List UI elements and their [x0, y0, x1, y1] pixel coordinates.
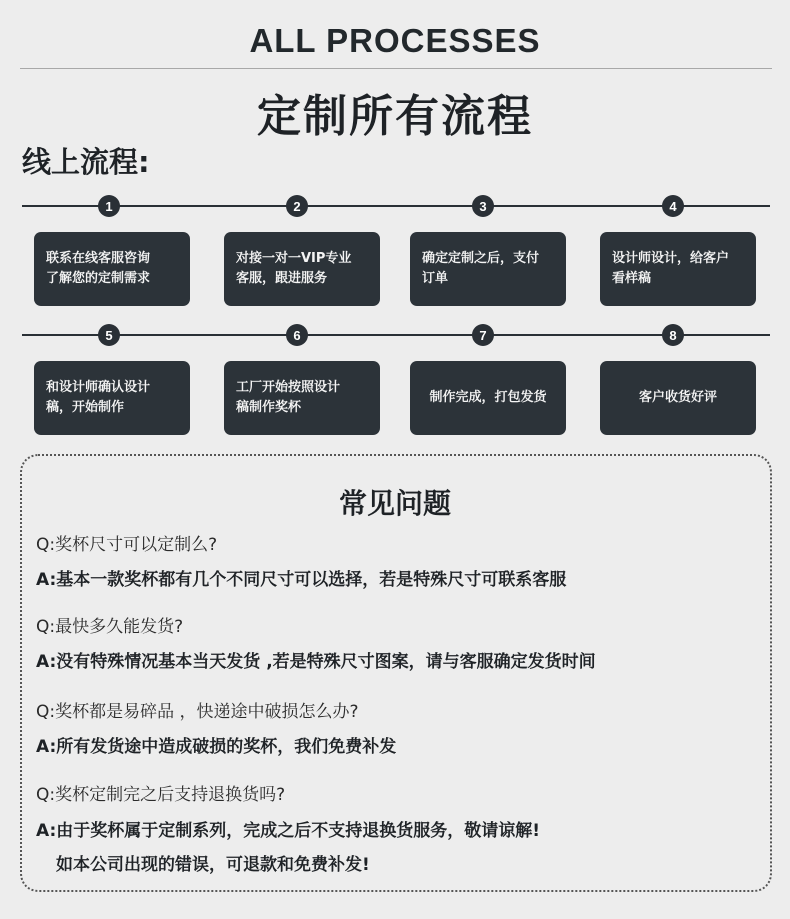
step-text-line: 对接一对一VIP专业	[236, 251, 352, 266]
step-text-line: 了解您的定制需求	[46, 271, 151, 286]
step-text-line: 客服，跟进服务	[236, 271, 328, 286]
faq-answer: A:由于奖杯属于定制系列，完成之后不支持退换货服务，敬请谅解!	[36, 821, 541, 841]
step-text-line: 客户收货好评	[638, 390, 717, 405]
step-number-badge: 7	[472, 324, 494, 346]
step-text-line: 和设计师确认设计	[46, 380, 151, 395]
step-number-badge: 2	[286, 195, 308, 217]
step-text-line: 确定定制之后，支付	[422, 251, 540, 266]
faq-answer: A:没有特殊情况基本当天发货 ,若是特殊尺寸图案，请与客服确定发货时间	[36, 652, 596, 672]
step-card-3	[410, 232, 566, 306]
faq-question: Q:奖杯定制完之后支持退换货吗?	[36, 785, 286, 805]
step-number-badge: 3	[472, 195, 494, 217]
step-number-badge: 1	[98, 195, 120, 217]
step-card-5	[34, 361, 190, 435]
step-text-line: 订单	[422, 271, 449, 286]
title-divider	[20, 68, 772, 69]
english-title: ALL PROCESSES	[249, 22, 541, 59]
faq-answer: A:基本一款奖杯都有几个不同尺寸可以选择，若是特殊尺寸可联系客服	[36, 570, 567, 590]
step-number-badge: 8	[662, 324, 684, 346]
faq-answer: A:所有发货途中造成破损的奖杯，我们免费补发	[36, 737, 397, 757]
step-text-line: 联系在线客服咨询	[46, 251, 151, 266]
step-card-7	[410, 361, 566, 435]
step-card-4	[600, 232, 756, 306]
online-process-heading: 线上流程:	[22, 145, 150, 179]
faq-question: Q:最快多久能发货?	[36, 617, 184, 637]
step-row-line-2	[22, 334, 770, 336]
step-text-line: 稿制作奖杯	[236, 400, 302, 415]
page-title: 定制所有流程	[257, 91, 533, 142]
step-card-8	[600, 361, 756, 435]
step-text-line: 稿，开始制作	[46, 400, 125, 415]
step-card-2	[224, 232, 380, 306]
step-text-line: 工厂开始按照设计	[236, 380, 341, 395]
faq-answer-continued: 如本公司出现的错误，可退款和免费补发!	[56, 855, 370, 875]
faq-heading: 常见问题	[338, 487, 451, 520]
step-row-line-1	[22, 205, 770, 207]
step-number-badge: 6	[286, 324, 308, 346]
step-text-line: 看样稿	[612, 271, 652, 286]
faq-question: Q:奖杯都是易碎品 ，快递途中破损怎么办?	[36, 702, 359, 722]
step-text-line: 设计师设计，给客户	[612, 251, 730, 266]
step-card-1	[34, 232, 190, 306]
step-card-6	[224, 361, 380, 435]
faq-question: Q:奖杯尺寸可以定制么?	[36, 535, 218, 555]
step-text-line: 制作完成，打包发货	[429, 390, 547, 405]
step-number-badge: 5	[98, 324, 120, 346]
step-number-badge: 4	[662, 195, 684, 217]
